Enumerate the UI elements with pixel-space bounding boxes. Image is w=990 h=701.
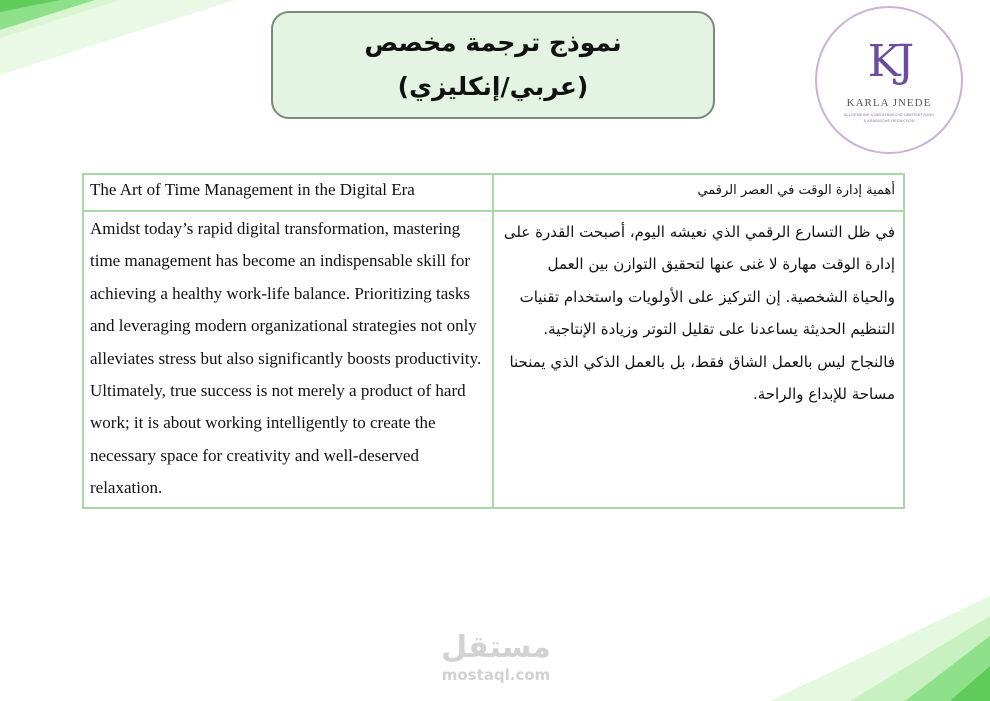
bottom-right-corner-decoration <box>770 596 990 701</box>
logo-subtitle <box>835 112 943 124</box>
top-left-corner-decoration <box>0 0 235 75</box>
title-box <box>271 11 715 119</box>
mostaql-watermark <box>434 630 558 684</box>
title-line-1: نموذج ترجمة مخصص <box>364 28 622 57</box>
arabic-heading: أهمية إدارة الوقت في العصر الرقمي <box>493 174 904 211</box>
title-line-2: (عربي/إنكليزي) <box>397 72 589 101</box>
english-body-text: Amidst today’s rapid digital transformation, mastering time management has become an indispensable skill for achieving a healthy work-life balance. Prioritizing tasks and leveraging modern organizational strategies not only alleviates stress but also significantly boosts productivity. Ultimately, true success is not merely a product of hard work; it is about working intelligently to create the necessary space for creativity and well-deserved relaxation. <box>83 211 493 508</box>
logo-subtitle-line-2: & ARABISCHE REDAKTION <box>863 118 915 123</box>
watermark-arabic: مستقل <box>441 630 551 665</box>
english-heading: The Art of Time Management in the Digital Era <box>83 174 493 211</box>
logo-name: KARLA JNEDE <box>846 97 932 109</box>
table-body-row <box>83 211 904 508</box>
translation-table <box>82 173 905 509</box>
logo-monogram: KJ <box>867 36 911 87</box>
logo-subtitle-line-1: ALLGEMEINE & MEDIZINISCHE ÜBERSETZUNG <box>843 112 935 117</box>
arabic-body-text: في ظل التسارع الرقمي الذي نعيشه اليوم، أصبحت القدرة على إدارة الوقت مهارة لا غنى عنها لتحقيق التوازن بين العمل والحياة الشخصية. إن التركيز على الأولويات واستخدام تقنيات التنظيم الحديثة يساعدنا على تقليل التوتر وزيادة الإنتاجية. فالنجاح ليس بالعمل الشاق فقط، بل بالعمل الذكي الذي يمنحنا مساحة للإبداع والراحة. <box>493 211 904 508</box>
watermark-latin: mostaql.com <box>441 666 551 684</box>
table-header-row <box>83 174 904 211</box>
brand-logo <box>815 6 963 154</box>
